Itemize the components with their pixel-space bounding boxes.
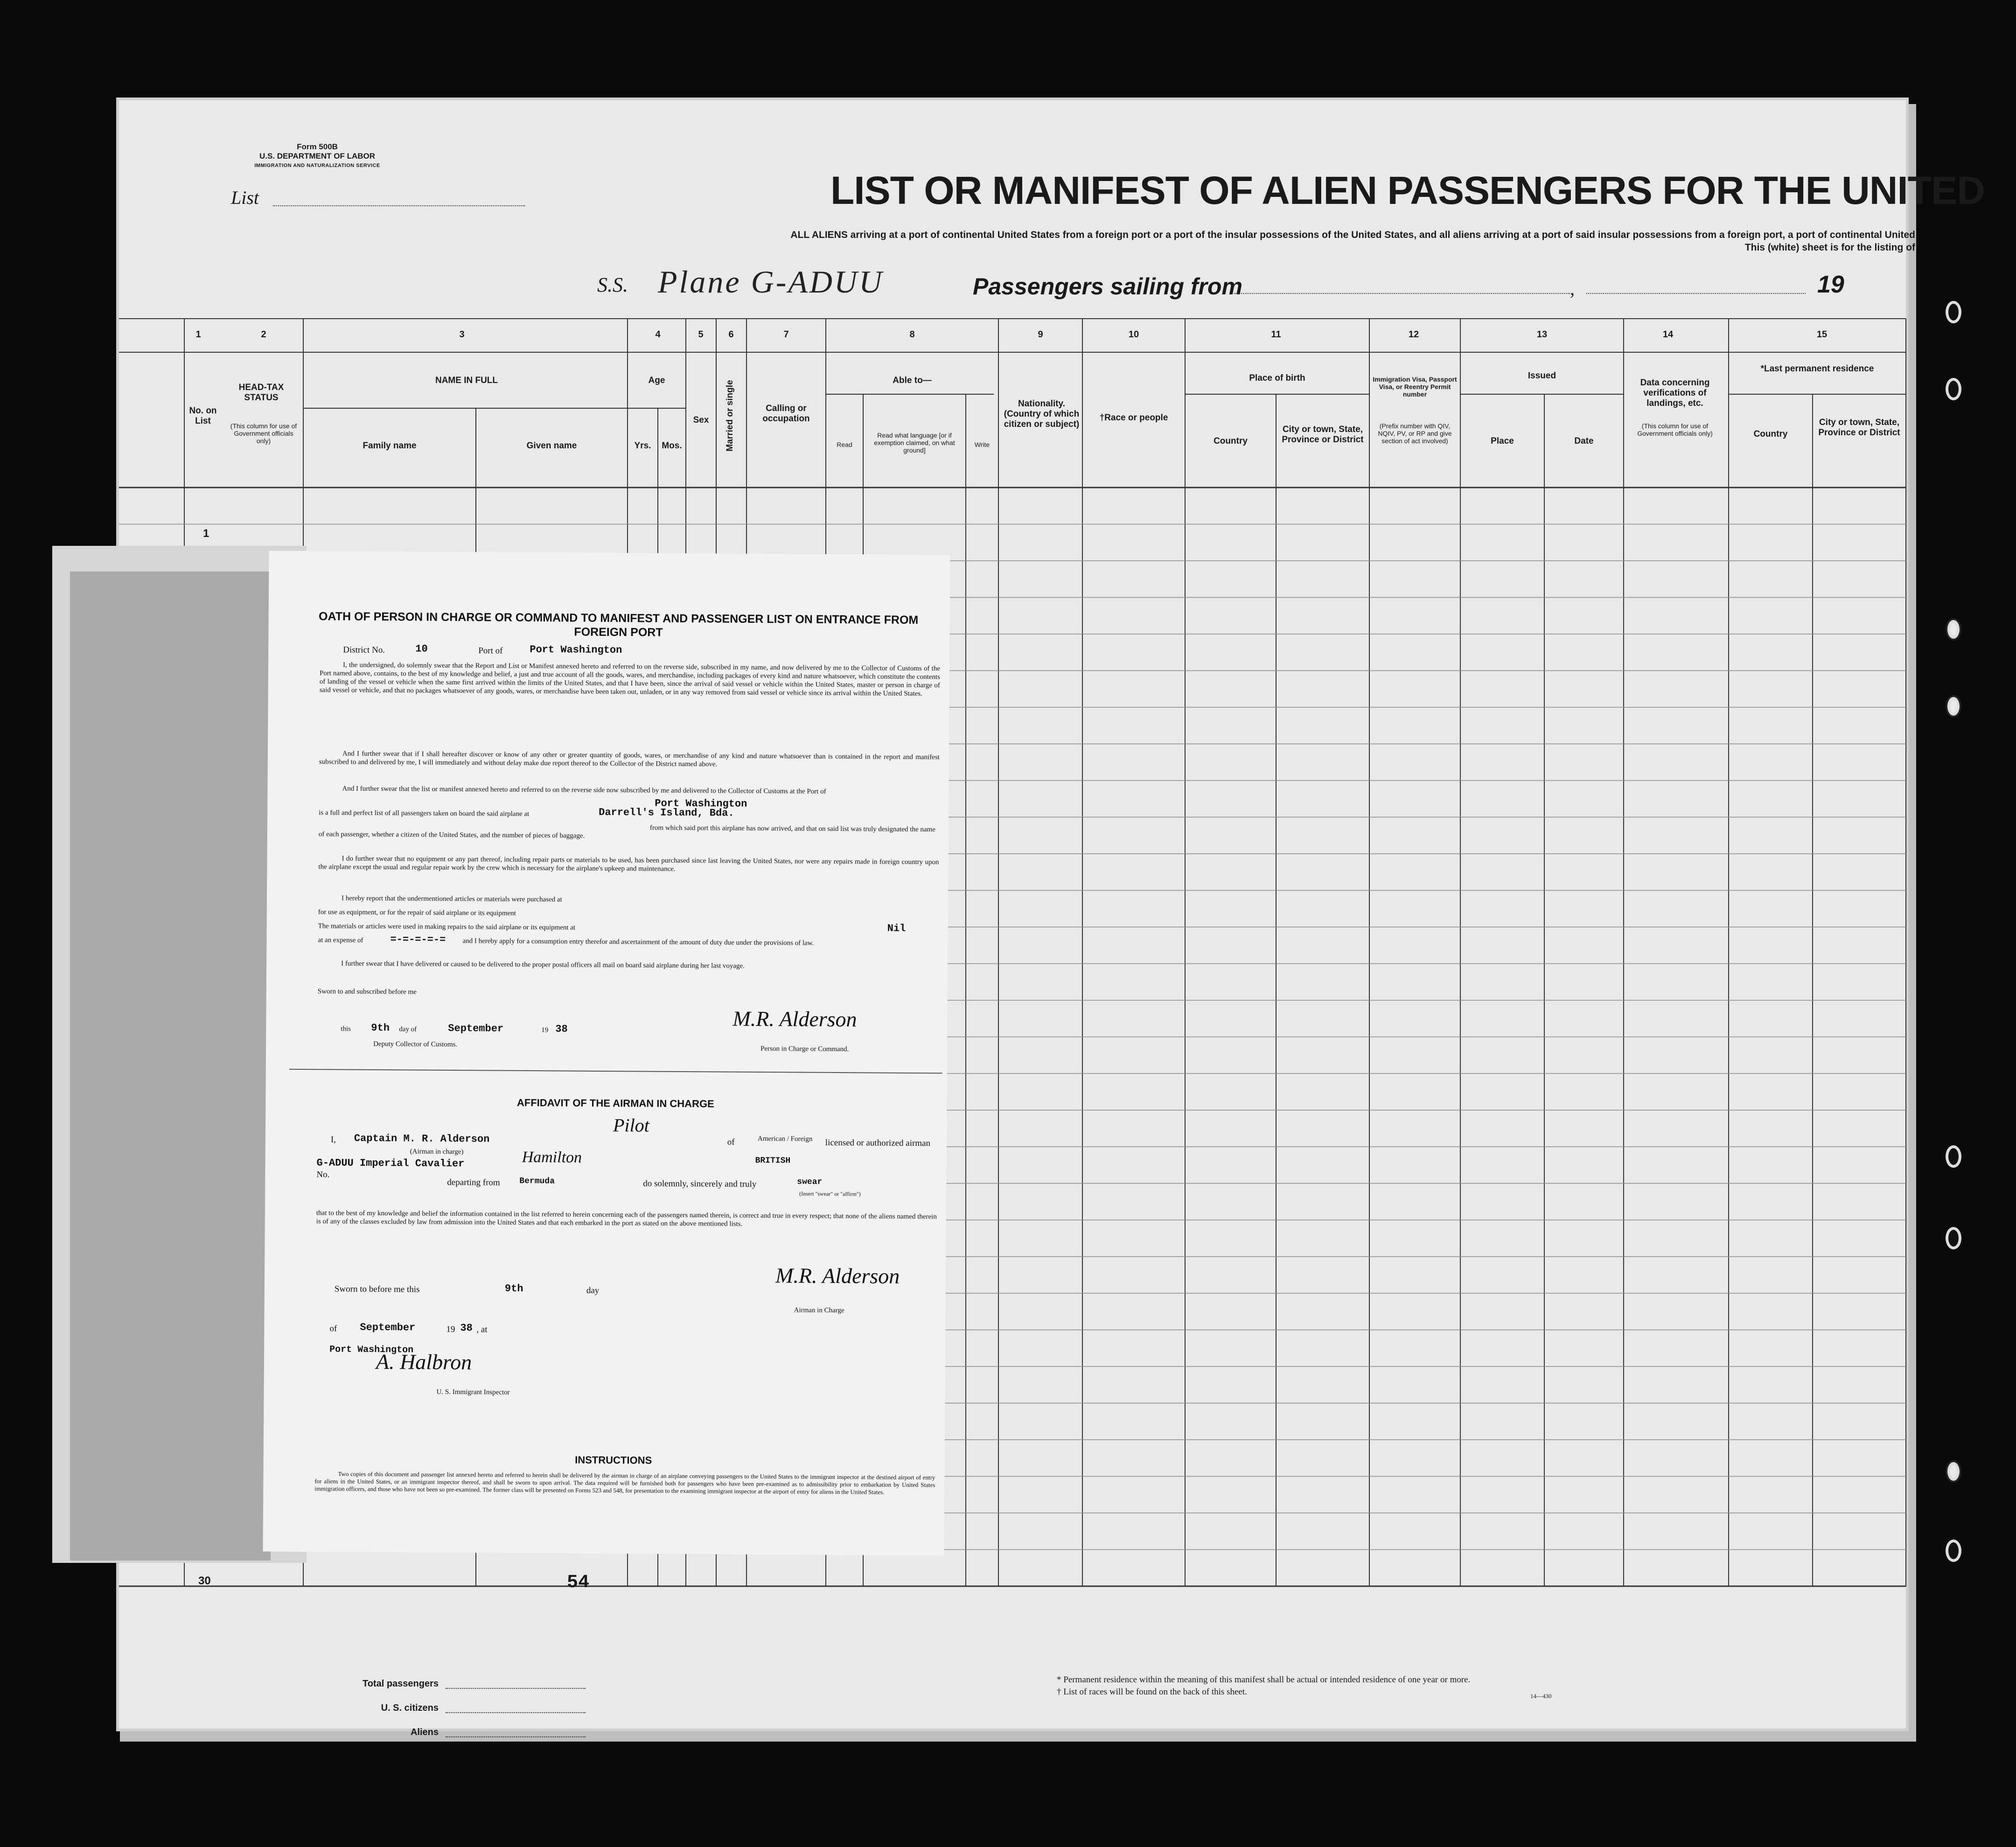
col-num-12: 12 xyxy=(1408,329,1419,340)
airman-sig-caption: Airman in Charge xyxy=(794,1306,844,1315)
col-header-given-name: Given name xyxy=(526,441,577,451)
footnote-races: † List of races will be found on the back of this sheet. xyxy=(1057,1687,1247,1697)
port-label: Port of xyxy=(478,646,503,656)
col-num-8: 8 xyxy=(909,329,915,340)
solemnly-label: do solemnly, sincerely and truly xyxy=(643,1178,757,1189)
form-dept: U.S. DEPARTMENT OF LABOR xyxy=(259,152,376,160)
oath-month-value[interactable]: September xyxy=(448,1022,504,1035)
airman-value[interactable]: Captain M. R. Alderson xyxy=(354,1132,490,1145)
total-passengers-field[interactable] xyxy=(446,1688,586,1689)
form-header xyxy=(219,142,415,170)
binder-hole xyxy=(1946,301,1961,323)
oath-paragraph-6: I further swear that I have delivered or caused to be delivered to the proper postal officers all mail on board said airplane during her last voyage. xyxy=(341,960,745,970)
oath-day-of: day of xyxy=(399,1025,417,1033)
oath-paragraph-2: And I further swear that if I shall hereafter discover or know of any other or greater quantity of goods, wares, or merchandise of any kind and nature whatsoever than is contained in the report and manifest subscribed to and delivered by me, I will immediately and without delay make due report thereof to the Collector of the District named above. xyxy=(319,750,940,768)
departing-value[interactable]: Bermuda xyxy=(519,1176,555,1186)
us-citizens-label: U. S. citizens xyxy=(381,1703,439,1713)
col-header-last-residence: *Last permanent residence xyxy=(1760,364,1874,374)
aliens-field[interactable] xyxy=(446,1736,586,1737)
passengers-sailing-label: Passengers sailing from xyxy=(973,273,1243,300)
us-citizens-field[interactable] xyxy=(446,1712,586,1713)
col-header-head-tax-note: (This column for use of Government officials only) xyxy=(230,422,297,445)
affidavit-body: that to the best of my knowledge and belief the information contained in the list referred to herein concerning each of the passengers named therein, is correct and true in every respect; that none of the aliens named therein is of any of the classes excluded by law from admission into the United States and that each embarked in the port as stated on the above mentioned lists. xyxy=(316,1209,937,1228)
form-service: IMMIGRATION AND NATURALIZATION SERVICE xyxy=(254,163,380,168)
col-num-13: 13 xyxy=(1536,329,1548,340)
oath-paragraph-5d: at an expense of xyxy=(318,936,363,944)
col-header-birth-country: Country xyxy=(1214,436,1248,446)
affidavit-day: day xyxy=(586,1285,600,1296)
col-header-issued-place: Place xyxy=(1491,436,1514,446)
affidavit-title: AFFIDAVIT OF THE AIRMAN IN CHARGE xyxy=(516,1096,714,1110)
binder-hole xyxy=(1946,695,1961,718)
binder-hole xyxy=(1946,1145,1961,1168)
comma: , xyxy=(1570,278,1575,299)
aliens-label: Aliens xyxy=(410,1727,439,1737)
oath-this: this xyxy=(341,1025,351,1033)
col-header-visa-note: (Prefix number with QIV, NQIV, PV, or RP and give section of act involved) xyxy=(1378,422,1452,445)
subtitle xyxy=(488,229,1915,254)
oath-paragraph-5e: and I hereby apply for a consumption entry therefor and ascertainment of the amount of duty due under the provisions of law. xyxy=(462,937,814,947)
col-header-birth-city: City or town, State, Province or District xyxy=(1282,425,1364,445)
col-header-verifications: Data concerning verifications of landings, etc. xyxy=(1640,378,1710,408)
year-prefix: 19 xyxy=(1817,271,1844,298)
oath-paragraph-3b: is a full and perfect list of all passengers taken on board the said airplane at xyxy=(319,809,530,818)
col-num-9: 9 xyxy=(1038,329,1043,340)
col-header-read: Read xyxy=(837,441,852,448)
col-num-5: 5 xyxy=(698,329,704,340)
col-header-read-lang: Read what language [or if exemption claimed, on what ground] xyxy=(874,432,955,454)
airman-caption: (Airman in charge) xyxy=(410,1148,464,1156)
sailing-date-field[interactable] xyxy=(1586,293,1806,294)
nationality-value[interactable]: BRITISH xyxy=(755,1156,791,1166)
affidavit-place-value[interactable]: Port Washington xyxy=(329,1344,414,1356)
nationality-options: American / Foreign xyxy=(757,1135,813,1143)
ss-label: S.S. xyxy=(597,273,628,296)
affidavit-day-value[interactable]: 9th xyxy=(504,1282,523,1295)
col-header-married: Married or single xyxy=(725,380,735,452)
col-header-name: NAME IN FULL xyxy=(435,376,498,385)
no-label: No. xyxy=(316,1170,330,1180)
person-in-charge-signature: M.R. Alderson xyxy=(732,1006,857,1032)
col-header-age: Age xyxy=(648,376,665,385)
col-header-nationality: Nationality. (Country of which citizen or subject) xyxy=(1004,399,1080,429)
affidavit-i: I, xyxy=(330,1135,336,1145)
col-header-issued-date: Date xyxy=(1574,436,1594,446)
aircraft-value[interactable]: G-ADUU Imperial Cavalier xyxy=(316,1157,465,1170)
list-label: List xyxy=(231,187,259,208)
col-header-issued: Issued xyxy=(1528,371,1556,381)
col-num-1: 1 xyxy=(195,329,201,340)
oath-paragraph-4: I do further swear that no equipment or any part thereof, including repair parts or materials to be used, has been purchased since last leaving the United States, nor were any repairs made in foreign country upon the airplane except the usual and regular repair work by the crew which is necessary for the airplane's upkeep and maintenance. xyxy=(318,855,939,873)
col-num-3: 3 xyxy=(459,329,465,340)
col-header-race: †Race or people xyxy=(1099,413,1168,423)
col-header-no-on-list: No. on List xyxy=(189,406,217,426)
subtitle-line-2: This (white) sheet is for the listing of xyxy=(1744,242,1915,253)
oath-sworn: Sworn to and subscribed before me xyxy=(317,988,417,996)
affidavit-at: , at xyxy=(476,1324,488,1335)
page-title: LIST OR MANIFEST OF ALIEN PASSENGERS FOR THE UNITED xyxy=(830,168,1985,212)
col-header-residence-country: Country xyxy=(1753,429,1788,439)
binder-hole xyxy=(1946,618,1961,641)
row-number-last: 30 xyxy=(198,1575,211,1587)
inspector-caption: U. S. Immigrant Inspector xyxy=(436,1388,510,1396)
sailing-from-field[interactable] xyxy=(1234,293,1570,294)
col-num-11: 11 xyxy=(1271,329,1281,340)
col-num-14: 14 xyxy=(1662,329,1674,340)
col-header-sex: Sex xyxy=(693,415,709,425)
ss-vessel-value[interactable]: Plane G-ADUU xyxy=(658,264,884,300)
col-header-head-tax: HEAD-TAX STATUS xyxy=(238,383,284,403)
form-number: Form 500B xyxy=(297,142,338,151)
affidavit-year-prefix: 19 xyxy=(446,1324,455,1335)
oath-day-value[interactable]: 9th xyxy=(371,1022,390,1034)
oath-paragraph-1: I, the undersigned, do solemnly swear that the Report and List or Manifest annexed hereto and referred to on the reverse side, subscribed in my name, and now delivered by me to the Collector of Customs of the Port named above, contains, to the best of my knowledge and belief, a just and true account of all the goods, wares, and merchandise, including packages of every kind and nature whatsoever, which constitute the contents of landing of the vessel or vehicle when the same first arrived within the limits of the United States, and that I have been, since the arrival of said vessel or vehicle within the United States, master or person in charge of said vessel or vehicle, and that no packages whatsoever of any goods, wares, or merchandise have been taken out, unladen, or in any way removed from said vessel or vehicle since its arrival within the United States. xyxy=(319,661,941,698)
oath-year-value[interactable]: 38 xyxy=(555,1023,568,1035)
binder-hole xyxy=(1946,378,1961,400)
oath-paragraph-3c: from which said port this airplane has now arrived, and that on said list was truly designated the name of each passenger, whether a citizen of the United States, and the number of pieces of baggage. xyxy=(318,824,935,840)
col-header-occupation: Calling or occupation xyxy=(762,404,810,424)
person-in-charge-caption: Person in Charge or Command. xyxy=(760,1045,849,1053)
col-header-write: Write xyxy=(974,441,990,448)
section-divider xyxy=(289,1069,942,1074)
binder-hole xyxy=(1946,1460,1961,1483)
total-passengers-label: Total passengers xyxy=(362,1679,439,1689)
col-num-4: 4 xyxy=(655,329,661,340)
oath-affidavit-form xyxy=(263,551,950,1556)
licensed-label: licensed or authorized airman xyxy=(825,1137,931,1149)
footnote-code: 14—430 xyxy=(1530,1693,1552,1700)
affidavit-sworn: Sworn to before me this xyxy=(334,1284,420,1295)
binder-hole xyxy=(1946,1227,1961,1249)
departing-handwritten: Hamilton xyxy=(522,1148,582,1166)
oath-expense-value[interactable]: =-=-=-=-= xyxy=(390,934,446,946)
oath-place-value[interactable]: Darrell's Island, Bda. xyxy=(599,806,734,819)
affidavit-year-value[interactable]: 38 xyxy=(460,1322,473,1334)
col-header-verifications-note: (This column for use of Government officials only) xyxy=(1637,422,1713,437)
underlying-page-shadow xyxy=(70,572,271,1561)
oath-port-value[interactable]: Port Washington xyxy=(655,797,747,810)
footnote-residence: * Permanent residence within the meaning of this manifest shall be actual or intended residence of one year or more. xyxy=(1057,1675,1471,1685)
oath-paragraph-3a: And I further swear that the list or manifest annexed hereto and referred to on the reverse side now subscribed by me and delivered to the Collector of Customs at the Port of xyxy=(342,785,826,795)
col-num-7: 7 xyxy=(783,329,789,340)
swear-caption: (Insert "swear" or "affirm") xyxy=(799,1190,861,1198)
inspector-signature: A. Halbron xyxy=(376,1349,472,1374)
district-value[interactable]: 10 xyxy=(415,643,428,655)
oath-paragraph-5b: for use as equipment, or for the repair of said airplane or its equipment xyxy=(318,908,516,917)
col-num-2: 2 xyxy=(261,329,266,340)
col-header-family-name: Family name xyxy=(363,441,417,451)
oath-nil-value[interactable]: Nil xyxy=(887,922,906,934)
port-value[interactable]: Port Washington xyxy=(530,643,622,656)
row-stamp: 54 xyxy=(567,1572,590,1593)
affidavit-month-value[interactable]: September xyxy=(360,1321,416,1334)
col-num-6: 6 xyxy=(728,329,734,340)
departing-label: departing from xyxy=(447,1177,500,1188)
binder-hole xyxy=(1946,1540,1961,1562)
affidavit-of-label: of xyxy=(329,1324,337,1334)
oath-title: OATH OF PERSON IN CHARGE OR COMMAND TO MANIFEST AND PASSENGER LIST ON ENTRANCE FROM FOREIGN PORT xyxy=(319,610,919,639)
role-handwritten: Pilot xyxy=(613,1115,649,1136)
instructions-title: INSTRUCTIONS xyxy=(575,1454,652,1466)
oath-paragraph-5c: The materials or articles were used in making repairs to the said airplane or its equipment at xyxy=(318,922,576,932)
col-header-visa: Immigration Visa, Passport Visa, or Reentry Permit number xyxy=(1373,376,1457,398)
subtitle-line-1: ALL ALIENS arriving at a port of continental United States from a foreign port or a port of the insular possessions of the United States, and all aliens arriving at a port of said insular possessions from a foreign port, a port of continental United xyxy=(790,230,1915,240)
district-label: District No. xyxy=(343,645,385,655)
col-header-mos: Mos. xyxy=(662,441,682,451)
airman-signature: M.R. Alderson xyxy=(775,1263,900,1288)
instructions-body: Two copies of this document and passenger list annexed hereto and referred to herein shall be delivered by the airman in charge of an airplane conveying passengers to the United States to the immigrant inspector at the destined airport of entry for aliens in the United States, or an immigrant inspector thereof, and shall be sworn to upon arrival. The data required will be furnished both for passengers who have been pre-examined as to admissibility prior to embarkation by United States immigration officers, and those who have not been so pre-examined. The former class will be presented on Forms 523 and 548, for presentation to the examining immigrant inspector at the airport of entry for aliens in the United States. xyxy=(314,1470,935,1496)
row-number-first: 1 xyxy=(203,527,209,540)
col-num-10: 10 xyxy=(1128,329,1139,340)
col-num-15: 15 xyxy=(1816,329,1828,340)
affidavit-of: of xyxy=(727,1137,735,1147)
swear-value[interactable]: swear xyxy=(797,1177,823,1187)
col-header-place-of-birth: Place of birth xyxy=(1249,373,1305,383)
col-header-able-to: Able to— xyxy=(893,376,932,385)
list-number-field[interactable] xyxy=(273,205,525,206)
oath-year-prefix: 19 xyxy=(541,1026,549,1034)
col-header-residence-city: City or town, State, Province or District xyxy=(1818,418,1900,438)
oath-paragraph-5a: I hereby report that the undermentioned articles or materials were purchased at xyxy=(341,894,562,904)
col-header-yrs: Yrs. xyxy=(634,441,651,451)
deputy-caption: Deputy Collector of Customs. xyxy=(373,1040,458,1049)
